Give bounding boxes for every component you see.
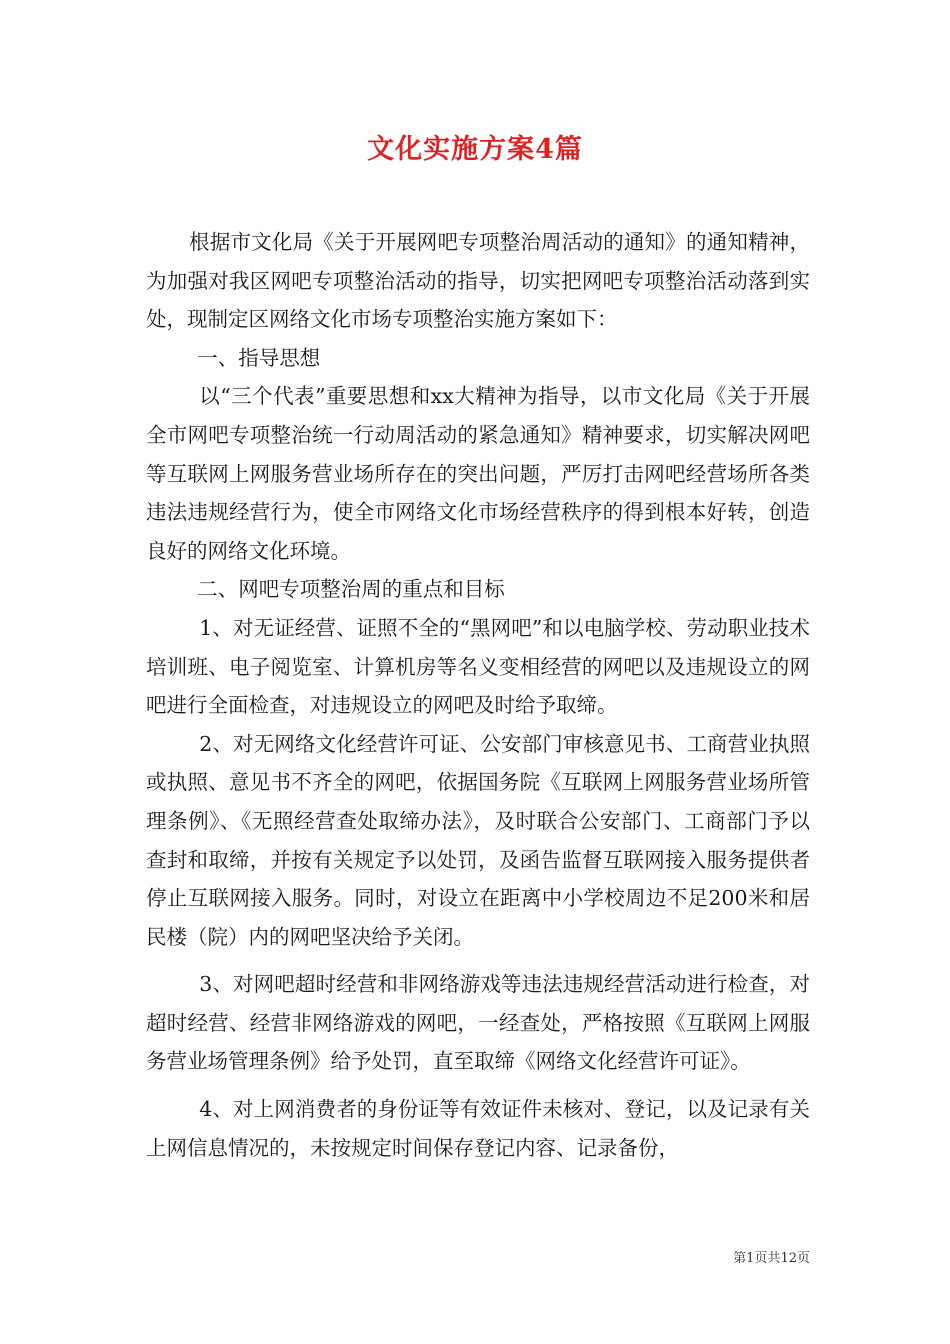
list-item-4: 4、对上网消费者的身份证等有效证件未核对、登记，以及记录有关上网信息情况的，未按规定时间保存登记内容、记录备份，: [146, 1097, 810, 1160]
section-heading-guiding-thought: 一、指导思想: [197, 345, 321, 370]
paragraph-guiding-thought: 以“三个代表”重要思想和xx大精神为指导，以市文化局《关于开展全市网吧专项整治统一行动周活动的紧急通知》精神要求，切实解决网吧等互联网上网服务营业场所存在的突出问题，严厉打击网吧经营场所各类违法违规经营行为，使全市网络文化市场经营秩序的得到根本好转，创造良好的网络文化环境。: [146, 384, 810, 563]
list-item-2: 2、对无网络文化经营许可证、公安部门审核意见书、工商营业执照或执照、意见书不齐全的网吧，依据国务院《互联网上网服务营业场所管理条例》、《无照经营查处取缔办法》，及时联合公安部门、工商部门予以查封和取缔，并按有关规定予以处罚，及函告监督互联网接入服务提供者停止互联网接入服务。同时，对设立在距离中小学校周边不足200米和居民楼（院）内的网吧坚决给予关闭。: [146, 731, 810, 949]
list-item-3: 3、对网吧超时经营和非网络游戏等违法违规经营活动进行检查，对超时经营、经营非网络游戏的网吧，一经查处，严格按照《互联网上网服务营业场管理条例》给予处罚，直至取缔《网络文化经营许可证》。: [146, 972, 810, 1074]
paragraph-intro: 根据市文化局《关于开展网吧专项整治周活动的通知》的通知精神，为加强对我区网吧专项整治活动的指导，切实把网吧专项整治活动落到实处，现制定区网络文化市场专项整治实施方案如下：: [146, 230, 810, 332]
section-heading-focus-goals: 二、网吧专项整治周的重点和目标: [197, 577, 505, 602]
document-title: 文化实施方案4篇: [367, 134, 583, 165]
document-body: [146, 223, 810, 1167]
page-number: 第1页共12页: [733, 1251, 810, 1266]
list-item-1: 1、对无证经营、证照不全的“黑网吧”和以电脑学校、劳动职业技术培训班、电子阅览室、计算机房等名义变相经营的网吧以及违规设立的网吧进行全面检查，对违规设立的网吧及时给予取缔。: [146, 615, 810, 718]
